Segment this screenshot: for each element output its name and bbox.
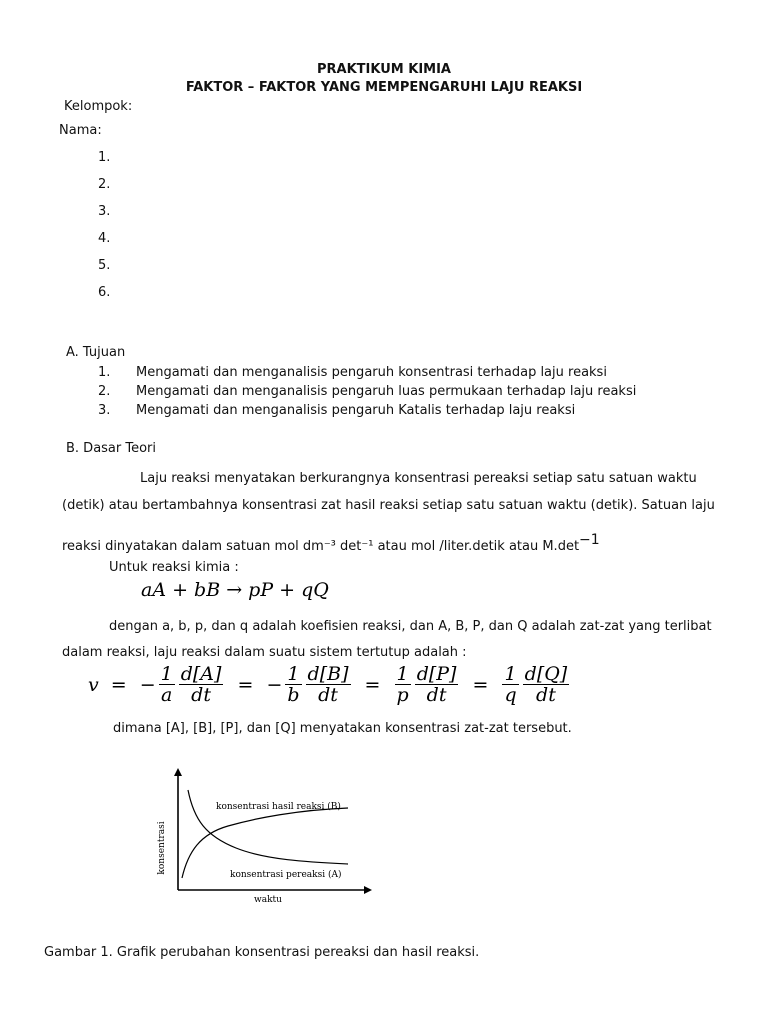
equals-sign: =	[237, 673, 254, 696]
objective-text: Mengamati dan menganalisis pengaruh Katalis terhadap laju reaksi	[136, 403, 576, 418]
coef-fraction: $\frac{1}{p}$	[396, 663, 409, 706]
rate-equation	[88, 664, 571, 705]
objective-number: 3.	[98, 403, 111, 418]
y-axis-label: konsentrasi	[157, 821, 167, 875]
section-a-heading: A. Tujuan	[66, 345, 126, 360]
derivative-fraction: $\frac{d[P]}{dt}$	[416, 663, 457, 706]
objective-text: Mengamati dan menganalisis pengaruh luas permukaan terhadap laju reaksi	[136, 384, 637, 399]
coef-fraction: $\frac{1}{q}$	[504, 663, 517, 706]
paragraph-line: (detik) atau bertambahnya konsentrasi zat hasil reaksi setiap satu satuan waktu (detik). Satuan laju	[62, 498, 715, 513]
exponent: −1	[579, 532, 600, 548]
objective-number: 2.	[98, 384, 111, 399]
reactant-label: konsentrasi pereaksi (A)	[230, 870, 342, 880]
derivative-fraction: $\frac{d[B]}{dt}$	[307, 663, 349, 706]
member-number: 5.	[98, 258, 111, 273]
product-label: konsentrasi hasil reaksi (B)	[216, 802, 341, 812]
objective-number: 1.	[98, 365, 111, 380]
member-number: 4.	[98, 231, 111, 246]
reaction-intro: Untuk reaksi kimia :	[109, 560, 239, 575]
minus-sign: −	[266, 673, 283, 696]
paragraph-line	[62, 532, 600, 554]
product-curve	[182, 808, 348, 878]
member-number: 6.	[98, 285, 111, 300]
doc-subtitle: FAKTOR – FAKTOR YANG MEMPENGARUHI LAJU REAKSI	[185, 80, 583, 95]
member-number: 1.	[98, 150, 111, 165]
minus-sign: −	[139, 673, 156, 696]
nama-label: Nama:	[59, 123, 102, 138]
rate-symbol: v	[88, 673, 99, 696]
x-axis-arrow	[364, 886, 372, 894]
concentration-note: dimana [A], [B], [P], dan [Q] menyatakan konsentrasi zat-zat tersebut.	[113, 721, 572, 736]
member-number: 2.	[98, 177, 111, 192]
equals-sign: =	[110, 673, 127, 696]
paragraph-line: dengan a, b, p, dan q adalah koefisien reaksi, dan A, B, P, dan Q adalah zat-zat yang terlibat	[109, 619, 712, 634]
section-b-heading: B. Dasar Teori	[66, 441, 157, 456]
derivative-fraction: $\frac{d[A]}{dt}$	[180, 663, 222, 706]
objective-text: Mengamati dan menganalisis pengaruh konsentrasi terhadap laju reaksi	[136, 365, 607, 380]
equals-sign: =	[364, 673, 381, 696]
paragraph-line: Laju reaksi menyatakan berkurangnya konsentrasi pereaksi setiap satu satuan waktu	[140, 471, 697, 486]
paragraph-text: reaksi dinyatakan dalam satuan mol dm⁻³ det⁻¹ atau mol /liter.detik atau M.det	[62, 539, 580, 554]
concentration-time-graph	[148, 766, 378, 906]
member-number: 3.	[98, 204, 111, 219]
y-axis-arrow	[174, 768, 182, 776]
paragraph-line: dalam reaksi, laju reaksi dalam suatu sistem tertutup adalah :	[62, 645, 467, 660]
derivative-fraction: $\frac{d[Q]}{dt}$	[524, 663, 568, 706]
coef-fraction: $\frac{1}{a}$	[160, 663, 173, 706]
figure-caption: Gambar 1. Grafik perubahan konsentrasi pereaksi dan hasil reaksi.	[44, 945, 480, 960]
reaction-equation: aA + bB → pP + qQ	[141, 579, 329, 601]
equals-sign: =	[472, 673, 489, 696]
x-axis-label: waktu	[254, 895, 282, 905]
coef-fraction: $\frac{1}{b}$	[287, 663, 300, 706]
kelompok-label: Kelompok:	[64, 99, 133, 114]
doc-title: PRAKTIKUM KIMIA	[317, 62, 451, 77]
